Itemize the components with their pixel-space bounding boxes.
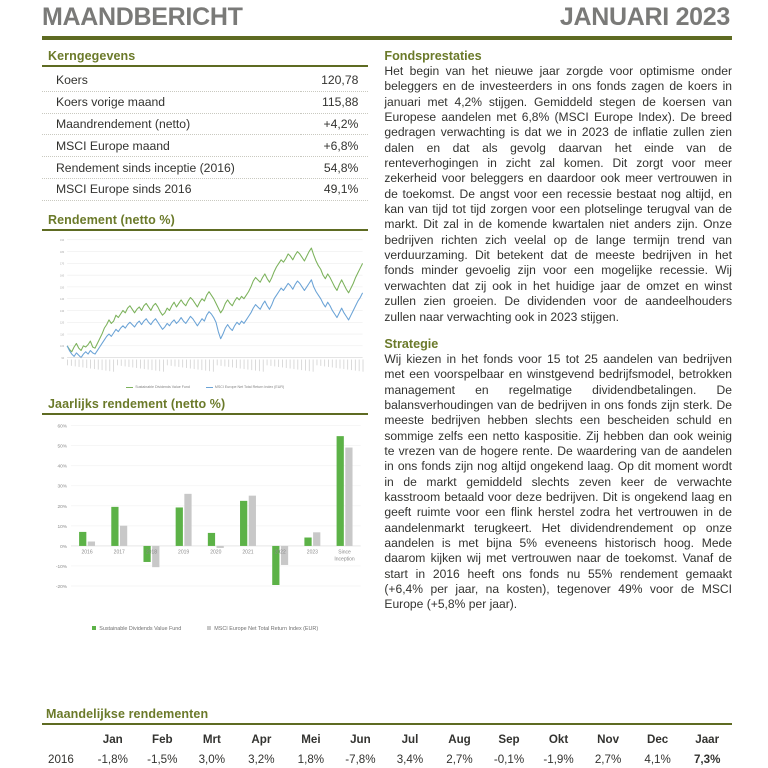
- legend-label-fund: Sustainable Dividends Value Fund: [135, 385, 190, 390]
- masthead: [30, 0, 738, 32]
- legend-label-index: MSCI Europe Net Total Return Index (EUR): [214, 385, 285, 390]
- month-value-mei: 1,8%: [297, 753, 325, 766]
- legend-label-fund: Sustainable Dividends Value Fund: [99, 625, 182, 632]
- svg-text:Inception: Inception: [334, 556, 355, 563]
- bar-chart-canvas: [42, 418, 368, 625]
- column-header-jul: Jul: [401, 733, 419, 746]
- column-header-jun: Jun: [350, 733, 371, 746]
- svg-text:10%: 10%: [57, 525, 68, 531]
- svg-text:2016: 2016: [81, 549, 93, 556]
- key-figure-label: MSCI Europe maand: [42, 135, 301, 157]
- table-row: [42, 135, 368, 157]
- bar-chart-section: [42, 397, 368, 632]
- svg-text:2023: 2023: [306, 549, 318, 556]
- column-header-feb: Feb: [151, 733, 173, 746]
- key-figure-value: 115,88: [301, 91, 368, 113]
- monthly-returns-section: [30, 707, 738, 768]
- column-header-okt: Okt: [548, 733, 569, 746]
- svg-text:170: 170: [60, 262, 65, 266]
- svg-text:20%: 20%: [57, 505, 68, 511]
- svg-text:2022: 2022: [274, 549, 286, 556]
- monthly-returns-table: [42, 728, 732, 768]
- bar-chart-divider: [42, 413, 368, 415]
- month-value-jul: 3,4%: [396, 753, 424, 766]
- month-value-okt: -1,9%: [543, 753, 574, 766]
- bar-chart-heading: Jaarlijks rendement (netto %): [48, 397, 226, 412]
- month-value-sep: -0,1%: [493, 753, 525, 766]
- svg-text:30%: 30%: [57, 485, 68, 491]
- key-figure-value: +6,8%: [301, 135, 368, 157]
- legend-label-index: MSCI Europe Net Total Return Index (EUR): [214, 625, 319, 632]
- page-title: MAANDBERICHT: [42, 3, 243, 31]
- line-chart: [42, 234, 368, 390]
- key-figures-section: [42, 49, 368, 201]
- svg-text:40%: 40%: [57, 464, 68, 470]
- legend-swatch-fund: [126, 387, 133, 389]
- svg-text:50%: 50%: [57, 444, 68, 450]
- legend-item-fund: [92, 626, 181, 632]
- performance-heading: Fondsprestaties: [384, 49, 482, 63]
- key-figures-divider: [42, 65, 368, 67]
- row-year: 2016: [48, 753, 74, 766]
- svg-text:130: 130: [60, 309, 65, 313]
- line-chart-divider: [42, 229, 368, 231]
- legend-swatch-fund: [92, 626, 96, 630]
- legend-item-index: [207, 626, 318, 632]
- performance-text: Het begin van het nieuwe jaar zorgde voor optimisme onder beleggers en de investeerders in ons fonds zagen de koers in januari met 4,2% stijgen. Gemiddeld stegen de koersen van Europese aandelen met 6,8% (MSCI Europe Index). De breed gedragen verwachting is dat we in 2023 de inflatie zullen zien dalen en dat als gevolg daarvan het einde van de renteverhogingen in zicht zal komen. Dit zorgt voor meer zekerheid voor beleggers en daardoor ook meer vertrouwen in de toekomst. De angst voor een recessie bestaat nog altijd, en kan van tijd tot tijd zorgen voor een plotselinge terugval van de markt. Dit zal in de komende kwartalen niet anders zijn. Onze bedrijven richten zich veelal op de lange termijn trend van verduurzaming. Dit betekent dat de meeste bedrijven in het fonds minder gevoelig zijn voor een mogelijke recessie. Wij verwachten dat zij ook in het huidige jaar de omzet en winst zullen zien groeien. De dividenden voor de aandeelhouders zullen naar verwachting ook in 2023 stijgen.: [384, 64, 732, 324]
- key-figure-label: Rendement sinds inceptie (2016): [42, 157, 301, 179]
- month-value-jun: -7,8%: [345, 753, 376, 766]
- monthly-returns-body: [42, 748, 732, 768]
- key-figure-value: 120,78: [301, 70, 368, 91]
- bar-chart: [42, 418, 368, 632]
- svg-text:160: 160: [60, 274, 65, 278]
- table-row: [42, 91, 368, 113]
- month-value-feb: -1,5%: [147, 753, 178, 766]
- column-header-jan: Jan: [102, 733, 123, 746]
- svg-text:60%: 60%: [57, 424, 68, 430]
- key-figure-label: MSCI Europe sinds 2016: [42, 178, 301, 200]
- legend-item-fund: [126, 385, 190, 389]
- svg-text:2020: 2020: [210, 549, 222, 556]
- column-header-apr: Apr: [251, 733, 272, 746]
- strategy-text: Wij kiezen in het fonds voor 15 tot 25 aandelen van bedrijven met een voorspelbaar en winstgevend bedrijfsmodel, betrokken management en regelmatige dividendbetalingen. De balansverhoudingen van de bedrijven in ons fonds zijn sterk. De meeste bedrijven hebben slechts een bescheiden schuld en sommige zelfs een netto kaspositie. Zij hebben dan ook weinig te vrezen van de hogere rente. De waardering van de aandelen in ons fonds zijn nog altijd ongekend laag. Op dit moment wordt in de markt gemiddeld slechts zeven keer de verwachte kasstroom betaald voor deze bedrijven. Dit is ongekend laag en geeft ruimte voor een flink herstel zodra het vertrouwen in de aandelenmarkt terugkeert. Het dividendrendement op onze aandelen is met bijna 5% eveneens historisch hoog. Mede daarom kijken wij met vertrouwen naar de toekomst. Vanaf de start in 2016 heeft ons fonds nu 55% rendement gemaakt (+6,4% per jaar, na kosten), tegenover 49% voor de MSCI Europe (+5,8% per jaar).: [384, 351, 732, 612]
- svg-text:0%: 0%: [60, 545, 68, 551]
- bar-chart-legend: [42, 626, 368, 632]
- strategy-heading: Strategie: [384, 336, 439, 351]
- report-period: JANUARI 2023: [559, 3, 730, 31]
- monthly-returns-head: [42, 728, 732, 748]
- svg-text:2019: 2019: [178, 549, 190, 556]
- svg-text:110: 110: [60, 333, 65, 337]
- left-column: [42, 49, 368, 632]
- monthly-returns-divider: [42, 723, 732, 725]
- column-header-aug: Aug: [448, 733, 471, 746]
- key-figures-body: [42, 70, 368, 200]
- month-value-dec: 4,1%: [644, 753, 671, 766]
- svg-text:2021: 2021: [242, 549, 254, 556]
- svg-text:140: 140: [60, 297, 65, 301]
- key-figure-value: +4,2%: [301, 113, 368, 135]
- column-header-dec: Dec: [646, 733, 669, 746]
- legend-swatch-index: [206, 387, 213, 389]
- column-header-nov: Nov: [597, 733, 620, 746]
- month-value-aug: 2,7%: [446, 753, 473, 766]
- month-value-mrt: 3,0%: [198, 753, 226, 766]
- key-figure-label: Koers vorige maand: [42, 91, 301, 113]
- table-row: [42, 748, 732, 768]
- key-figures-table: [42, 70, 368, 201]
- column-header-mei: Mei: [301, 733, 321, 746]
- svg-text:2017: 2017: [113, 549, 125, 556]
- column-header-year: [42, 728, 88, 748]
- legend-swatch-index: [207, 626, 211, 630]
- svg-text:100: 100: [60, 344, 65, 348]
- key-figure-value: 49,1%: [301, 178, 368, 200]
- month-value-apr: 3,2%: [248, 753, 275, 766]
- table-row: [42, 113, 368, 135]
- monthly-returns-heading: Maandelijkse rendementen: [46, 707, 209, 721]
- year-total: 7,3%: [693, 753, 721, 766]
- key-figure-value: 54,8%: [301, 157, 368, 179]
- header-divider: [42, 36, 732, 40]
- line-chart-section: [42, 213, 368, 390]
- svg-text:2018: 2018: [145, 549, 158, 556]
- column-header-sep: Sep: [498, 733, 520, 746]
- table-header-row: [42, 728, 732, 748]
- right-column: [384, 49, 732, 632]
- line-chart-heading: Rendement (netto %): [48, 212, 175, 227]
- svg-text:90: 90: [61, 356, 65, 360]
- table-row: [42, 157, 368, 179]
- svg-text:120: 120: [60, 321, 65, 325]
- month-value-jan: -1,8%: [97, 753, 128, 766]
- legend-item-index: [206, 385, 284, 389]
- svg-text:-20%: -20%: [55, 585, 68, 591]
- table-row: [42, 178, 368, 200]
- key-figure-label: Maandrendement (netto): [42, 113, 301, 135]
- line-chart-legend: [42, 385, 368, 389]
- table-row: [42, 70, 368, 91]
- svg-text:Since: Since: [338, 549, 351, 556]
- svg-text:190: 190: [60, 238, 65, 242]
- key-figure-label: Koers: [42, 70, 301, 91]
- column-header-mrt: Mrt: [202, 733, 221, 746]
- svg-text:180: 180: [60, 250, 65, 254]
- svg-text:150: 150: [60, 285, 65, 289]
- content-columns: [30, 49, 738, 632]
- month-value-nov: 2,7%: [594, 753, 622, 766]
- column-header-jaar: Jaar: [695, 733, 720, 746]
- svg-text:-10%: -10%: [55, 565, 68, 571]
- key-figures-heading: Kerngegevens: [48, 49, 136, 63]
